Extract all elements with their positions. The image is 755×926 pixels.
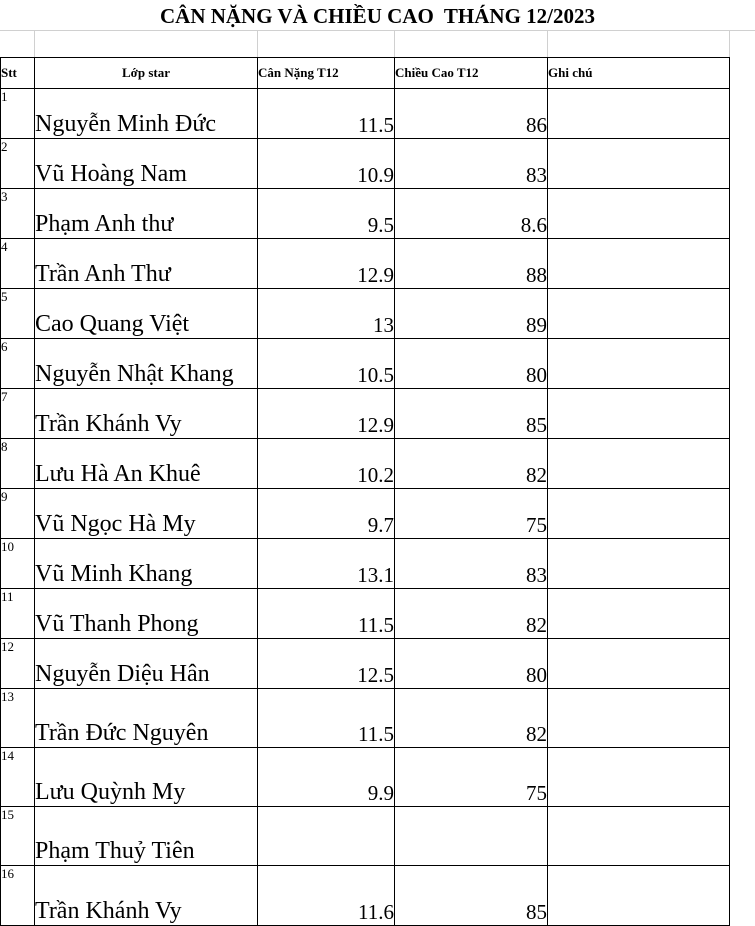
header-row [1, 58, 730, 89]
height-cell[interactable]: 88 [395, 239, 548, 289]
gridline [729, 30, 730, 58]
student-name-cell[interactable]: Lưu Quỳnh My [35, 748, 258, 807]
weight-cell[interactable]: 9.9 [258, 748, 395, 807]
header-height[interactable]: Chiều Cao T12 [395, 58, 548, 89]
note-cell[interactable] [548, 189, 730, 239]
student-name-cell[interactable]: Nguyễn Minh Đức [35, 89, 258, 139]
table-row [1, 639, 730, 689]
header-name[interactable]: Lớp star [35, 58, 258, 89]
row-stt-cell[interactable]: 6 [1, 339, 35, 389]
row-stt-cell[interactable]: 9 [1, 489, 35, 539]
note-cell[interactable] [548, 489, 730, 539]
row-stt-cell[interactable]: 3 [1, 189, 35, 239]
weight-cell[interactable]: 13 [258, 289, 395, 339]
height-cell[interactable]: 85 [395, 866, 548, 926]
sheet-title: CÂN NẶNG VÀ CHIỀU CAO THÁNG 12/2023 [159, 4, 595, 28]
height-cell[interactable]: 82 [395, 439, 548, 489]
student-name-cell[interactable]: Trần Khánh Vy [35, 866, 258, 926]
weight-cell[interactable]: 12.5 [258, 639, 395, 689]
table-row [1, 807, 730, 866]
table-row [1, 866, 730, 926]
table-row [1, 748, 730, 807]
row-stt-cell[interactable]: 7 [1, 389, 35, 439]
row-stt-cell[interactable]: 16 [1, 866, 35, 926]
student-name-cell[interactable]: Vũ Hoàng Nam [35, 139, 258, 189]
table-row [1, 489, 730, 539]
weight-cell[interactable]: 11.5 [258, 589, 395, 639]
student-name-cell[interactable]: Phạm Thuỷ Tiên [35, 807, 258, 866]
row-stt-cell[interactable]: 15 [1, 807, 35, 866]
height-cell[interactable]: 75 [395, 748, 548, 807]
row-stt-cell[interactable]: 14 [1, 748, 35, 807]
note-cell[interactable] [548, 689, 730, 748]
table-row [1, 689, 730, 748]
student-name-cell[interactable]: Nguyễn Nhật Khang [35, 339, 258, 389]
weight-cell[interactable] [258, 807, 395, 866]
weight-cell[interactable]: 12.9 [258, 389, 395, 439]
gridline [547, 30, 548, 58]
row-stt-cell[interactable]: 4 [1, 239, 35, 289]
student-name-cell[interactable]: Nguyễn Diệu Hân [35, 639, 258, 689]
row-stt-cell[interactable]: 2 [1, 139, 35, 189]
student-name-cell[interactable]: Vũ Thanh Phong [35, 589, 258, 639]
weight-cell[interactable]: 10.2 [258, 439, 395, 489]
height-cell[interactable]: 85 [395, 389, 548, 439]
header-stt[interactable]: Stt [1, 58, 35, 89]
note-cell[interactable] [548, 639, 730, 689]
note-cell[interactable] [548, 748, 730, 807]
row-stt-cell[interactable]: 8 [1, 439, 35, 489]
height-cell[interactable] [395, 807, 548, 866]
note-cell[interactable] [548, 239, 730, 289]
table-row [1, 339, 730, 389]
weight-cell[interactable]: 9.5 [258, 189, 395, 239]
height-cell[interactable]: 8.6 [395, 189, 548, 239]
data-table [0, 57, 730, 926]
student-name-cell[interactable]: Lưu Hà An Khuê [35, 439, 258, 489]
table-row [1, 239, 730, 289]
weight-cell[interactable]: 12.9 [258, 239, 395, 289]
gridline [394, 30, 395, 58]
table-row [1, 189, 730, 239]
student-name-cell[interactable]: Trần Đức Nguyên [35, 689, 258, 748]
student-name-cell[interactable]: Vũ Ngọc Hà My [35, 489, 258, 539]
gridline [0, 30, 755, 31]
height-cell[interactable]: 82 [395, 689, 548, 748]
weight-cell[interactable]: 13.1 [258, 539, 395, 589]
table-row [1, 589, 730, 639]
row-stt-cell[interactable]: 10 [1, 539, 35, 589]
row-stt-cell[interactable]: 12 [1, 639, 35, 689]
note-cell[interactable] [548, 866, 730, 926]
weight-cell[interactable]: 10.5 [258, 339, 395, 389]
weight-cell[interactable]: 11.5 [258, 689, 395, 748]
height-cell[interactable]: 80 [395, 639, 548, 689]
weight-cell[interactable]: 11.5 [258, 89, 395, 139]
note-cell[interactable] [548, 389, 730, 439]
student-name-cell[interactable]: Trần Anh Thư [35, 239, 258, 289]
student-name-cell[interactable]: Vũ Minh Khang [35, 539, 258, 589]
table-row [1, 389, 730, 439]
note-cell[interactable] [548, 339, 730, 389]
header-weight[interactable]: Cân Nặng T12 [258, 58, 395, 89]
weight-cell[interactable]: 10.9 [258, 139, 395, 189]
table-row [1, 139, 730, 189]
note-cell[interactable] [548, 139, 730, 189]
note-cell[interactable] [548, 589, 730, 639]
gridline [257, 30, 258, 58]
note-cell[interactable] [548, 439, 730, 489]
weight-cell[interactable]: 9.7 [258, 489, 395, 539]
row-stt-cell[interactable]: 13 [1, 689, 35, 748]
note-cell[interactable] [548, 89, 730, 139]
table-row [1, 89, 730, 139]
table-row [1, 539, 730, 589]
row-stt-cell[interactable]: 11 [1, 589, 35, 639]
student-name-cell[interactable]: Cao Quang Việt [35, 289, 258, 339]
height-cell[interactable]: 83 [395, 539, 548, 589]
header-note[interactable]: Ghi chú [548, 58, 730, 89]
note-cell[interactable] [548, 539, 730, 589]
student-name-cell[interactable]: Trần Khánh Vy [35, 389, 258, 439]
height-cell[interactable]: 82 [395, 589, 548, 639]
weight-cell[interactable]: 11.6 [258, 866, 395, 926]
student-name-cell[interactable]: Phạm Anh thư [35, 189, 258, 239]
gridline [34, 30, 35, 58]
height-cell[interactable]: 83 [395, 139, 548, 189]
height-cell[interactable]: 75 [395, 489, 548, 539]
row-stt-cell[interactable]: 5 [1, 289, 35, 339]
height-cell[interactable]: 86 [395, 89, 548, 139]
table-row [1, 289, 730, 339]
note-cell[interactable] [548, 807, 730, 866]
table-row [1, 439, 730, 489]
height-cell[interactable]: 89 [395, 289, 548, 339]
note-cell[interactable] [548, 289, 730, 339]
height-cell[interactable]: 80 [395, 339, 548, 389]
row-stt-cell[interactable]: 1 [1, 89, 35, 139]
